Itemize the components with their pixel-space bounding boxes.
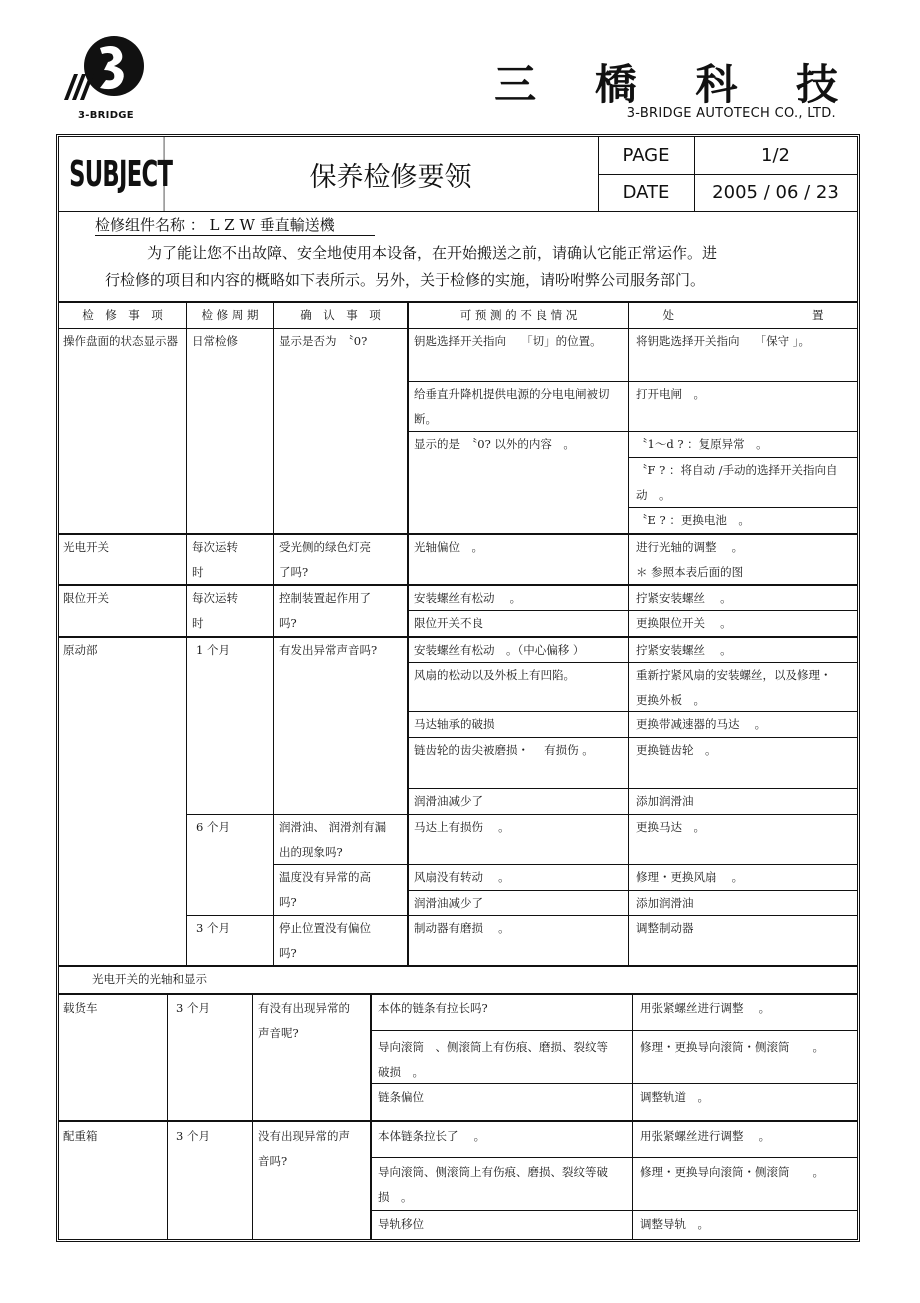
fault-cell: 润滑油减少了 — [414, 896, 483, 910]
action-cell: 调整轨道 。 — [640, 1090, 709, 1104]
page-value: 1/2 — [761, 145, 790, 166]
action-cell: 拧紧安装螺丝 。 — [636, 643, 732, 657]
fault-cell: 马达上有损伤 。 — [414, 820, 510, 834]
fault-cell: 制动器有磨损 。 — [414, 921, 510, 935]
action-cell: 〝F ? ：将自动 /手动的选择开关指向自动 。 — [636, 463, 838, 502]
fault-cell: 安装螺丝有松动 。（中心偏移 ） — [414, 643, 585, 657]
item-cell: 配重箱 — [63, 1129, 98, 1143]
subject-label: SUBJECT — [78, 137, 165, 211]
period-cell: 每次运转时 — [192, 540, 238, 579]
check-cell: 受光侧的绿色灯亮了吗? — [279, 540, 371, 579]
action-cell: ＊ 参照本表后面的图 — [636, 565, 744, 579]
period-cell: 3 个月 — [176, 1129, 210, 1143]
period-cell: 3 个月 — [176, 1001, 210, 1015]
action-cell: 〝E ? ：更换电池 。 — [636, 513, 750, 527]
period-cell: 日常检修 — [192, 334, 238, 348]
fault-cell: 钥匙选择开关指向 「切」的位置。 — [414, 334, 602, 348]
period-cell: 3 个月 — [196, 921, 230, 935]
fault-cell: 风扇没有转动 。 — [414, 870, 510, 884]
component-name-underline — [95, 235, 375, 236]
fault-cell: 本体链条拉长了 。 — [378, 1129, 486, 1143]
action-cell: 添加润滑油 — [636, 896, 694, 910]
action-cell: 更换链齿轮 。 — [636, 743, 717, 757]
action-cell: 打开电闸 。 — [636, 387, 705, 401]
logo-caption: 3-BRIDGE — [78, 110, 134, 121]
item-cell: 限位开关 — [63, 591, 109, 605]
action-cell: 〝1～d ? ：复原异常 。 — [636, 437, 768, 451]
fault-cell: 导向滚筒 、侧滚筒上有伤痕、磨损、裂纹等破损 。 — [378, 1040, 608, 1079]
document-title: 保养检修要领 — [309, 161, 472, 193]
action-cell: 将钥匙选择开关指向 「保守 」。 — [636, 334, 811, 348]
action-cell: 修理・更换导向滚筒・侧滚筒 。 — [640, 1165, 824, 1179]
check-cell: 有发出异常声音吗? — [279, 643, 378, 657]
company-name: 三 橋 科 技 — [494, 60, 860, 109]
header-check: 确 认 事 项 — [300, 308, 381, 322]
fault-cell: 光轴偏位 。 — [414, 540, 483, 554]
intro-line-2: 行检修的项目和内容的概略如下表所示。另外，关于检修的实施，请吩咐弊公司服务部门。 — [105, 271, 706, 289]
action-cell: 用张紧螺丝进行调整 。 — [640, 1001, 771, 1015]
period-cell: 6 个月 — [196, 820, 230, 834]
action-cell: 重新拧紧风扇的安装螺丝，以及修理・更换外板 。 — [636, 668, 832, 707]
item-cell: 载货车 — [63, 1001, 98, 1015]
header-fault: 可 预 测 的 不 良 情 况 — [459, 308, 578, 322]
action-cell: 进行光轴的调整 。 — [636, 540, 744, 554]
period-cell: 每次运转时 — [192, 591, 238, 630]
item-cell: 操作盘面的状态显示器 — [63, 334, 178, 348]
check-cell: 控制装置起作用了吗? — [279, 591, 371, 630]
fault-cell: 导向滚筒、侧滚筒上有伤痕、磨损、裂纹等破损 。 — [378, 1165, 608, 1204]
action-cell: 调整导轨 。 — [640, 1217, 709, 1231]
check-cell: 停止位置没有偏位吗? — [279, 921, 371, 960]
fault-cell: 润滑油减少了 — [414, 794, 483, 808]
intro-line-1: 为了能让您不出故障、安全地使用本设备，在开始搬送之前，请确认它能正常运作。进 — [147, 244, 718, 262]
header-action: 处 置 — [662, 308, 824, 322]
action-cell: 更换带减速器的马达 。 — [636, 717, 767, 731]
item-cell: 原动部 — [63, 643, 98, 657]
company-name-en: 3-BRIDGE AUTOTECH CO., LTD. — [626, 106, 836, 121]
fault-cell: 马达轴承的破损 — [414, 717, 495, 731]
check-cell: 没有出现异常的声音吗? — [258, 1129, 350, 1168]
action-cell: 调整制动器 — [636, 921, 694, 935]
fault-cell: 限位开关不良 — [414, 616, 483, 630]
action-cell: 用张紧螺丝进行调整 。 — [640, 1129, 771, 1143]
action-cell: 修理・更换导向滚筒・侧滚筒 。 — [640, 1040, 824, 1054]
action-cell: 添加润滑油 — [636, 794, 694, 808]
action-cell: 更换马达 。 — [636, 820, 705, 834]
page-label: PAGE — [622, 145, 670, 166]
action-cell: 拧紧安装螺丝 。 — [636, 591, 732, 605]
header-period: 检 修 周 期 — [201, 308, 259, 322]
check-cell: 润滑油、 润滑剂有漏出的现象吗? — [279, 820, 387, 859]
fault-cell: 本体的链条有拉长吗? — [378, 1001, 488, 1015]
fault-cell: 给垂直升降机提供电源的分电电闸被切断。 — [414, 387, 610, 426]
check-cell: 温度没有异常的高吗? — [279, 870, 371, 909]
header-item: 检 修 事 项 — [82, 308, 163, 322]
fault-cell: 链条偏位 — [378, 1090, 424, 1104]
section-label: 光电开关的光轴和显示 — [92, 972, 207, 986]
period-cell: 1 个月 — [196, 643, 230, 657]
date-value: 2005 / 06 / 23 — [712, 182, 839, 203]
check-cell: 有没有出现异常的声音呢? — [258, 1001, 350, 1040]
action-cell: 修理・更换风扇 。 — [636, 870, 744, 884]
action-cell: 更换限位开关 。 — [636, 616, 732, 630]
fault-cell: 导轨移位 — [378, 1217, 424, 1231]
fault-cell: 风扇的松动以及外板上有凹陷。 — [414, 668, 575, 682]
component-name: 检修组件名称 ： L Z W 垂直輸送機 — [95, 216, 335, 234]
date-label: DATE — [622, 182, 670, 203]
item-cell: 光电开关 — [63, 540, 109, 554]
fault-cell: 显示的是 〝0? 以外的内容 。 — [414, 437, 575, 451]
fault-cell: 链齿轮的齿尖被磨损・ 有损伤 。 — [414, 743, 594, 757]
fault-cell: 安装螺丝有松动 。 — [414, 591, 522, 605]
check-cell: 显示是否为 〝0? — [279, 334, 368, 348]
